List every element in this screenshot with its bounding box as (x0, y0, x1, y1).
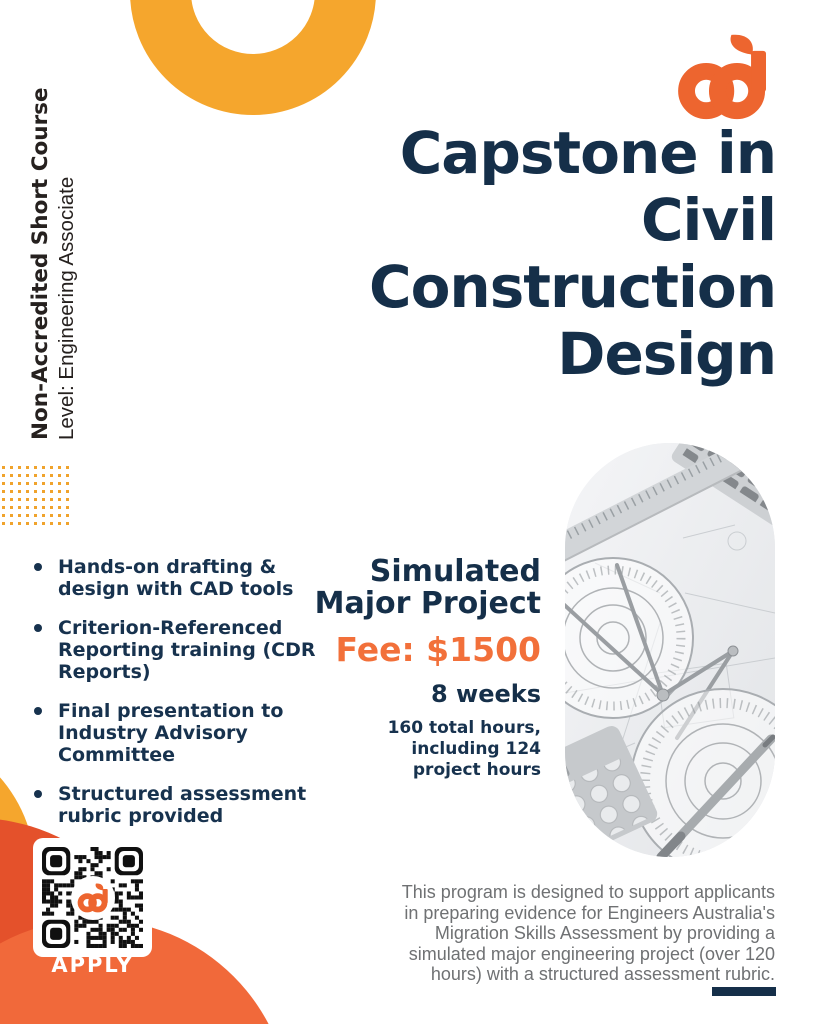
title-line: Capstone in (399, 119, 776, 187)
drafting-tools-photo (565, 443, 775, 857)
course-type-vertical-label (28, 60, 82, 440)
description-line: Migration Skills Assessment by providing a (434, 923, 775, 943)
description-line: This program is designed to support applicants (401, 882, 775, 902)
hours-line: 160 total hours, (387, 718, 541, 738)
list-item: Criterion-Referenced Reporting training (CDR Reports) (30, 617, 330, 683)
description-line: simulated major engineering project (over 120 (408, 943, 775, 964)
amber-dots-decoration (2, 466, 69, 525)
course-level-text: Level: Engineering Associate (55, 176, 78, 440)
apply-button[interactable]: APPLY (51, 953, 134, 977)
program-description (305, 882, 775, 985)
duration-text: 8 weeks (430, 680, 541, 708)
description-line: in preparing evidence for Engineers Australia's (404, 902, 775, 923)
description-line: hours) with a structured assessment rubric. (430, 964, 775, 984)
amber-ring-decoration (130, 0, 376, 115)
title-line: Construction (369, 253, 776, 321)
course-type-text: Non-Accredited Short Course (28, 87, 53, 440)
footer-accent-dash (712, 987, 776, 996)
title-line: Design (557, 320, 776, 388)
ab-logo-icon (77, 883, 109, 913)
offer-summary (295, 556, 541, 781)
course-features-list (30, 556, 330, 844)
qr-center-logo (71, 876, 115, 920)
offer-heading-line: Major Project (314, 586, 541, 621)
hours-text (295, 718, 541, 781)
fee-amount: Fee: $1500 (335, 630, 541, 669)
title-line: Civil (640, 186, 776, 254)
page-title (150, 120, 776, 388)
hours-line: project hours (412, 760, 541, 780)
list-item: Structured assessment rubric provided (30, 783, 330, 827)
hours-line: including 124 (411, 739, 541, 759)
offer-heading-line: Simulated (369, 554, 541, 589)
list-item: Hands-on drafting & design with CAD tools (30, 556, 330, 600)
drafting-tools-illustration (565, 443, 775, 857)
offer-heading (295, 556, 541, 620)
ab-logo-icon (676, 34, 770, 120)
qr-code[interactable] (33, 838, 152, 957)
list-item: Final presentation to Industry Advisory Committee (30, 700, 330, 766)
